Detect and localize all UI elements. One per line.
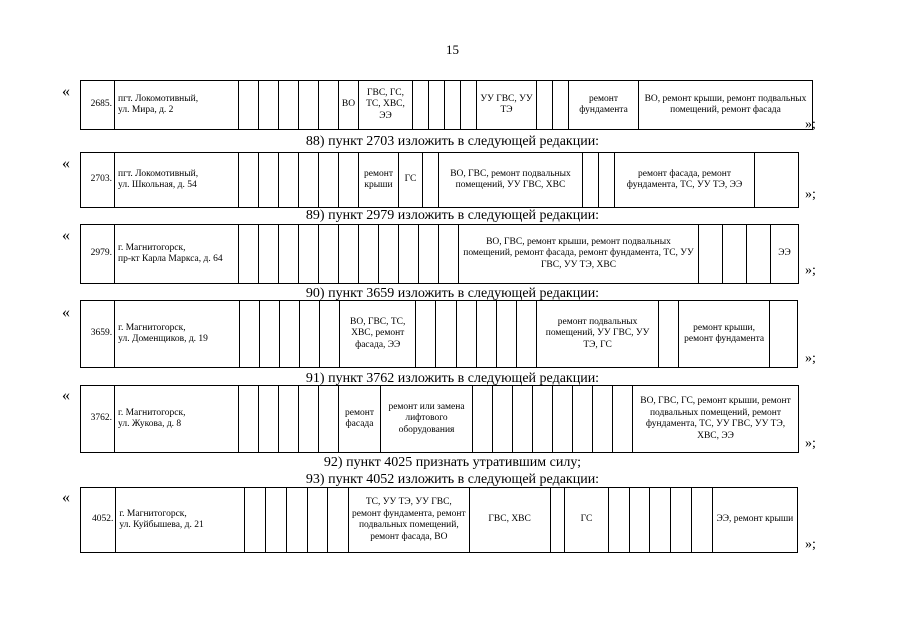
table-cell <box>299 386 319 453</box>
table-cell <box>573 386 593 453</box>
table-cell <box>473 386 493 453</box>
table-row <box>80 487 798 553</box>
table-cell <box>747 225 771 284</box>
close-mark: »; <box>805 537 816 552</box>
table-cell <box>319 386 339 453</box>
table-cell <box>239 386 259 453</box>
table-cell <box>259 225 279 284</box>
table-cell <box>239 301 259 368</box>
address-line: г. Магнитогорск, <box>118 242 186 253</box>
amendment-caption: 91) пункт 3762 изложить в следующей редакции: <box>305 371 600 386</box>
table-cell <box>259 301 279 368</box>
table-cell <box>599 153 615 208</box>
table-cell <box>379 225 399 284</box>
table-cell: УУ ГВС, УУ ТЭ <box>477 81 537 130</box>
address-line: ул. Мира, д. 2 <box>118 105 174 115</box>
address-cell <box>115 81 239 130</box>
table-cell: ремонт фасада, ремонт фундамента, ТС, УУ ТЭ, ЭЭ <box>615 153 755 208</box>
table-cell <box>416 301 436 368</box>
row-number: 2685. <box>81 81 115 130</box>
table-cell: ВО, ГВС, ремонт подвальных помещений, УУ ГВС, ХВС <box>439 153 583 208</box>
table-cell <box>259 386 279 453</box>
table-cell <box>359 225 379 284</box>
row-number: 2979. <box>81 225 115 284</box>
table-cell: ВО, ГВС, ГС, ремонт крыши, ремонт подвальных помещений, ремонт фундамента, ТС, УУ ГВС, УУ ТЭ, ХВС, ЭЭ <box>633 386 799 453</box>
open-quote: « <box>62 83 70 100</box>
address-line: пр-кт Карла Маркса, д. 64 <box>118 254 223 264</box>
table-cell <box>259 81 279 130</box>
table-cell <box>279 81 299 130</box>
open-quote: « <box>62 304 70 321</box>
table-cell: ВО, ГВС, ремонт крыши, ремонт подвальных помещений, ремонт фасада, ремонт фундамента, ТС, УУ ГВС, УУ ТЭ, ХВС <box>459 225 699 284</box>
open-quote: « <box>62 155 70 172</box>
table-cell: ремонт крыши <box>359 153 399 208</box>
close-mark: »; <box>805 351 816 366</box>
table-cell: ЭЭ, ремонт крыши <box>712 488 797 553</box>
table-cell <box>613 386 633 453</box>
table-cell <box>423 153 439 208</box>
table-cell <box>533 386 553 453</box>
table-cell <box>245 488 266 553</box>
amendment-caption: 92) пункт 4025 признать утратившим силу; <box>323 455 582 470</box>
address-line: ул. Доменщиков, д. 19 <box>118 334 208 344</box>
table-row <box>80 224 799 284</box>
table-cell: ГВС, ХВС <box>469 488 550 553</box>
table-cell <box>279 386 299 453</box>
table-cell: ремонт фасада <box>339 386 381 453</box>
row-number: 2703. <box>81 153 115 208</box>
address-line: пгт. Локомотивный, <box>118 168 199 179</box>
table-cell <box>691 488 712 553</box>
table-cell: ремонт подвальных помещений, УУ ГВС, УУ ТЭ, ГС <box>536 301 659 368</box>
address-cell <box>115 301 240 368</box>
table-cell: ТС, УУ ТЭ, УУ ГВС, ремонт фундамента, ремонт подвальных помещений, ремонт фасада, ВО <box>349 488 470 553</box>
table-cell <box>239 81 259 130</box>
table-cell <box>319 153 339 208</box>
close-mark: »; <box>805 117 816 132</box>
table-cell <box>493 386 513 453</box>
table-cell <box>516 301 536 368</box>
table-row <box>80 385 799 453</box>
close-mark: »; <box>805 187 816 202</box>
table-cell <box>339 225 359 284</box>
table-cell <box>307 488 328 553</box>
close-mark: »; <box>805 263 816 278</box>
table-cell: ремонт фундамента <box>569 81 639 130</box>
table-cell: ГС <box>399 153 423 208</box>
page-number: 15 <box>446 42 459 57</box>
table-cell <box>413 81 429 130</box>
table-cell <box>299 225 319 284</box>
amendment-caption: 93) пункт 4052 изложить в следующей редакции: <box>305 472 600 487</box>
table-cell <box>461 81 477 130</box>
address-line: г. Магнитогорск, <box>118 322 186 333</box>
table-cell <box>476 301 496 368</box>
table-cell <box>553 81 569 130</box>
table-cell <box>239 153 259 208</box>
row-number: 3762. <box>81 386 115 453</box>
table-cell <box>239 225 259 284</box>
table-cell <box>419 225 439 284</box>
table-cell <box>319 301 339 368</box>
table-cell <box>608 488 629 553</box>
table-cell: ВО, ремонт крыши, ремонт подвальных помещений, ремонт фасада <box>639 81 813 130</box>
table-cell <box>299 301 319 368</box>
open-quote: « <box>62 227 70 244</box>
table-cell <box>286 488 307 553</box>
address-cell <box>116 488 245 553</box>
table-cell <box>299 153 319 208</box>
table-cell <box>436 301 456 368</box>
row-number: 4052. <box>81 488 116 553</box>
table-cell <box>593 386 613 453</box>
table-cell <box>439 225 459 284</box>
table-cell <box>671 488 692 553</box>
address-line: г. Магнитогорск, <box>118 407 186 418</box>
table-cell: ремонт или замена лифтового оборудования <box>381 386 473 453</box>
table-cell <box>699 225 723 284</box>
table-cell <box>769 301 797 368</box>
table-row <box>80 80 813 130</box>
table-cell <box>259 153 279 208</box>
address-cell <box>115 225 239 284</box>
table-cell <box>328 488 349 553</box>
table-cell <box>299 81 319 130</box>
table-cell <box>659 301 679 368</box>
table-cell <box>279 301 299 368</box>
table-cell <box>550 488 565 553</box>
address-line: ул. Жукова, д. 8 <box>118 419 182 429</box>
address-line: ул. Школьная, д. 54 <box>118 180 197 190</box>
amendment-caption: 90) пункт 3659 изложить в следующей редакции: <box>305 286 600 301</box>
table-cell <box>319 225 339 284</box>
table-cell <box>445 81 461 130</box>
table-cell <box>265 488 286 553</box>
table-cell: ЭЭ <box>771 225 799 284</box>
close-mark: »; <box>805 436 816 451</box>
table-row <box>80 152 799 208</box>
amendment-caption: 88) пункт 2703 изложить в следующей редакции: <box>305 134 600 149</box>
address-line: ул. Куйбышева, д. 21 <box>119 520 204 530</box>
address-line: пгт. Локомотивный, <box>118 93 199 104</box>
table-cell: ГС <box>565 488 609 553</box>
table-cell <box>629 488 650 553</box>
table-cell <box>650 488 671 553</box>
table-cell <box>513 386 533 453</box>
row-number: 3659. <box>81 301 115 368</box>
address-line: г. Магнитогорск, <box>119 508 187 519</box>
table-cell <box>429 81 445 130</box>
amendment-caption: 89) пункт 2979 изложить в следующей редакции: <box>305 208 600 223</box>
table-cell <box>399 225 419 284</box>
address-cell <box>115 153 239 208</box>
table-cell <box>537 81 553 130</box>
table-cell <box>723 225 747 284</box>
table-cell: ВО <box>339 81 359 130</box>
table-cell <box>279 153 299 208</box>
table-cell <box>456 301 476 368</box>
table-cell <box>279 225 299 284</box>
table-cell <box>339 153 359 208</box>
table-cell: ГВС, ГС, ТС, ХВС, ЭЭ <box>359 81 413 130</box>
table-cell <box>583 153 599 208</box>
table-cell: ремонт крыши, ремонт фундамента <box>679 301 769 368</box>
open-quote: « <box>62 489 70 506</box>
table-row <box>80 300 798 368</box>
table-cell <box>319 81 339 130</box>
table-cell <box>755 153 799 208</box>
address-cell <box>115 386 239 453</box>
table-cell <box>553 386 573 453</box>
table-cell <box>496 301 516 368</box>
open-quote: « <box>62 387 70 404</box>
table-cell: ВО, ГВС, ТС, ХВС, ремонт фасада, ЭЭ <box>340 301 416 368</box>
